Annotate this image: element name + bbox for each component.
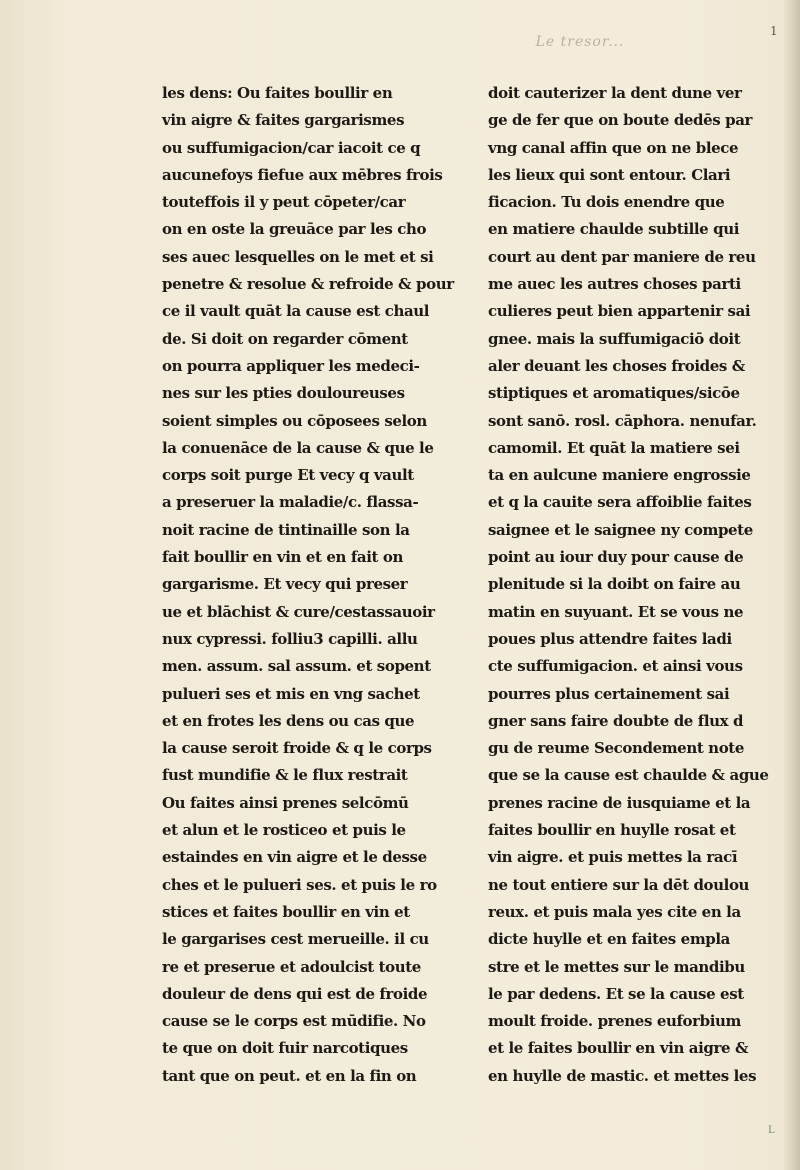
text-line: douleur de dens qui est de froide (162, 984, 428, 1003)
text-line: fait boullir en vin et en fait on (162, 548, 403, 567)
text-line: stices et faites boullir en vin et (162, 902, 410, 921)
text-line: que se la cause est chaulde & ague (488, 766, 769, 785)
text-line: ficacion. Tu dois enendre que (488, 193, 725, 212)
text-line: et en frotes les dens ou cas que (162, 711, 415, 730)
text-line: tant que on peut. et en la fin on (162, 1066, 417, 1085)
text-line: sont sanō. rosl. cāphora. nenufar. (488, 411, 757, 430)
text-line: les lieux qui sont entour. Clari (488, 165, 731, 184)
text-line: ou suffumigacion/car iacoit ce q (162, 138, 421, 157)
text-line: ue et blāchist & cure/cestassauoir (162, 602, 435, 621)
text-line: court au dent par maniere de reu (488, 247, 756, 266)
text-line: en huylle de mastic. et mettes les (488, 1066, 757, 1085)
text-line: ses auec lesquelles on le met et si (162, 247, 434, 266)
text-line: la cause seroit froide & q le corps (162, 739, 432, 758)
text-line: vin aigre & faites gargarismes (162, 111, 405, 130)
text-line: et q la cauite sera affoiblie faites (488, 493, 752, 512)
corner-mark: 1 (770, 24, 778, 38)
foot-mark: L (768, 1125, 775, 1136)
text-line: et alun et le rosticeo et puis le (162, 821, 406, 840)
text-line: saignee et le saignee ny compete (488, 520, 753, 539)
text-line: de. Si doit on regarder cōment (162, 329, 408, 348)
text-line: fust mundifie & le flux restrait (162, 766, 408, 785)
text-line: ge de fer que on boute dedēs par (488, 111, 753, 130)
text-line: Ou faites ainsi prenes selcōmū (162, 793, 409, 812)
text-line: camomil. Et quāt la matiere sei (488, 438, 740, 457)
text-line: prenes racine de iusquiame et la (488, 793, 751, 812)
left-column (162, 80, 472, 1090)
text-line: soient simples ou cōposees selon (162, 411, 427, 430)
text-line: faites boullir en huylle rosat et (488, 821, 736, 840)
text-line: on pourra appliquer les medeci- (162, 356, 420, 375)
text-line: et le faites boullir en vin aigre & (488, 1039, 749, 1058)
text-line: aler deuant les choses froides & (488, 356, 745, 375)
text-line: matin en suyuant. Et se vous ne (488, 602, 744, 621)
text-line: la conuenāce de la cause & que le (162, 438, 434, 457)
text-line: le par dedens. Et se la cause est (488, 984, 744, 1003)
text-line: ce il vault quāt la cause est chaul (162, 302, 430, 321)
text-line: pulueri ses et mis en vng sachet (162, 684, 420, 703)
text-line: stiptiques et aromatiques/sicōe (488, 384, 740, 403)
text-line: ches et le pulueri ses. et puis le ro (162, 875, 437, 894)
text-line: me auec les autres choses parti (488, 275, 741, 294)
text-line: vng canal affin que on ne blece (488, 138, 739, 157)
text-line: re et preserue et adoulcist toute (162, 957, 421, 976)
text-line: plenitude si la doibt on faire au (488, 575, 741, 594)
text-line: point au iour duy pour cause de (488, 548, 744, 567)
text-line: corps soit purge Et vecy q vault (162, 466, 414, 485)
text-line: stre et le mettes sur le mandibu (488, 957, 745, 976)
text-line: touteffois il y peut cōpeter/car (162, 193, 406, 212)
text-line: on en oste la greuāce par les cho (162, 220, 427, 239)
text-line: te que on doit fuir narcotiques (162, 1039, 408, 1058)
text-line: doit cauterizer la dent dune ver (488, 84, 742, 102)
text-line: moult froide. prenes euforbium (488, 1012, 741, 1031)
text-line: gu de reume Secondement note (488, 739, 744, 758)
text-line: en matiere chaulde subtille qui (488, 220, 740, 239)
text-line: vin aigre. et puis mettes la racī (488, 848, 738, 867)
text-line: nux cypressi. folliu3 capilli. allu (162, 629, 418, 648)
text-line: noit racine de tintinaille son la (162, 520, 410, 539)
text-line: men. assum. sal assum. et sopent (162, 657, 431, 676)
text-line: nes sur les pties douloureuses (162, 384, 405, 403)
text-line: dicte huylle et en faites empla (488, 930, 730, 949)
text-line: les dens: Ou faites boullir en (162, 84, 393, 102)
text-line: gnee. mais la suffumigaciō doit (488, 329, 741, 348)
right-column (488, 80, 788, 1090)
text-line: reux. et puis mala yes cite en la (488, 902, 741, 921)
text-line: cte suffumigacion. et ainsi vous (488, 657, 743, 676)
text-line: gner sans faire doubte de flux d (488, 711, 744, 730)
text-line: poues plus attendre faites ladi (488, 629, 732, 648)
text-line: a preseruer la maladie/c. flassa- (162, 493, 419, 512)
text-line: ne tout entiere sur la dēt doulou (488, 875, 750, 894)
text-line: penetre & resolue & refroide & pour (162, 275, 454, 294)
text-line: culieres peut bien appartenir sai (488, 302, 751, 321)
text-line: ta en aulcune maniere engrossie (488, 466, 751, 485)
text-line: gargarisme. Et vecy qui preser (162, 575, 408, 594)
text-line: estaindes en vin aigre et le desse (162, 848, 427, 867)
text-line: le gargarises cest merueille. il cu (162, 930, 429, 949)
text-line: pourres plus certainement sai (488, 684, 730, 703)
text-line: aucunefoys fiefue aux mēbres frois (162, 165, 443, 184)
running-head: Le tresor... (535, 34, 625, 50)
text-line: cause se le corps est mūdifie. No (162, 1012, 426, 1031)
